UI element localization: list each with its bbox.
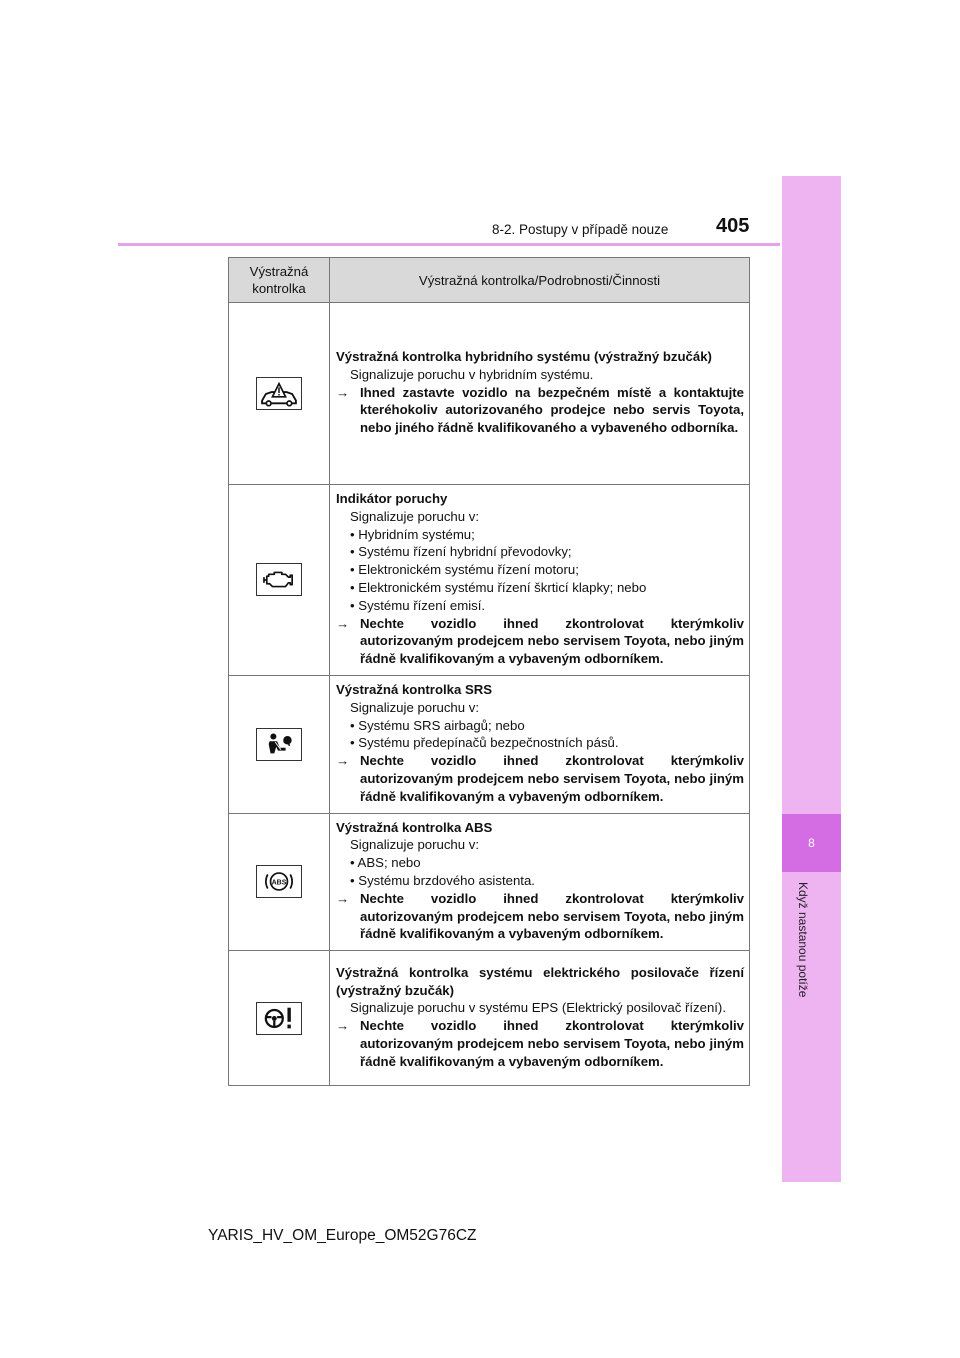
description-cell bbox=[330, 813, 750, 951]
list-item: • Systému SRS airbagů; nebo bbox=[350, 717, 525, 733]
list-item: • Hybridním systému; bbox=[350, 526, 475, 542]
list-item: • Systému řízení hybridní převodovky; bbox=[350, 544, 572, 560]
list-item: • Elektronickém systému řízení motoru; bbox=[350, 562, 579, 578]
document-code: YARIS_HV_OM_Europe_OM52G76CZ bbox=[208, 1227, 477, 1244]
description-cell bbox=[330, 951, 750, 1086]
description-cell bbox=[330, 675, 750, 813]
warning-action: → Nechte vozidlo ihned zkontrolovat kterýmkoliv autorizovaným prodejcem nebo servisem Toyota, nebo jiným řádně kvalifikovaným a vybaveným odborníkem. bbox=[336, 1018, 744, 1069]
column-header-details: Výstražná kontrolka/Podrobnosti/Činnosti bbox=[330, 258, 750, 303]
warning-title: Indikátor poruchy bbox=[336, 491, 448, 506]
icon-cell bbox=[229, 675, 330, 813]
column-header-light: Výstražná kontrolka bbox=[229, 258, 330, 303]
table-row bbox=[229, 485, 750, 676]
header-rule bbox=[118, 243, 780, 246]
list-item: • ABS; nebo bbox=[350, 855, 421, 871]
abs-icon-label: ABS bbox=[271, 879, 287, 887]
warning-intro: Signalizuje poruchu v systému EPS (Elektrický posilovač řízení). bbox=[350, 1000, 726, 1016]
icon-cell bbox=[229, 485, 330, 676]
icon-cell bbox=[229, 951, 330, 1086]
warning-action: → Nechte vozidlo ihned zkontrolovat kterýmkoliv autorizovaným prodejcem nebo servisem Toyota, nebo jiným řádně kvalifikovaným a vybaveným odborníkem. bbox=[336, 615, 744, 667]
table-header-row bbox=[229, 258, 750, 303]
chapter-title: Když nastanou potíže bbox=[796, 882, 810, 998]
abs-warning-icon bbox=[256, 865, 302, 898]
check-engine-icon bbox=[256, 563, 302, 596]
warning-intro: Signalizuje poruchu v: bbox=[350, 699, 480, 715]
warning-title: Výstražná kontrolka systému elektrického posilovače řízení (výstražný bzučák) bbox=[336, 964, 744, 998]
warning-action: → Nechte vozidlo ihned zkontrolovat kterýmkoliv autorizovaným prodejcem nebo servisem Toyota, nebo jiným řádně kvalifikovaným a vybaveným odborníkem. bbox=[336, 890, 744, 942]
chapter-number-tab bbox=[782, 814, 841, 872]
page-number: 405 bbox=[716, 215, 750, 237]
warning-intro: Signalizuje poruchu v hybridním systému. bbox=[350, 366, 594, 382]
list-item: • Elektronickém systému řízení škrticí klapky; nebo bbox=[350, 579, 647, 595]
warning-title: Výstražná kontrolka hybridního systému (výstražný bzučák) bbox=[336, 349, 712, 364]
description-cell bbox=[330, 485, 750, 676]
warning-intro: Signalizuje poruchu v: bbox=[350, 508, 480, 524]
icon-cell bbox=[229, 813, 330, 951]
chapter-side-tab bbox=[782, 176, 841, 1182]
warning-action: → Ihned zastavte vozidlo na bezpečném místě a kontaktujte kteréhokoliv autorizovaného prodejce nebo servis Toyota, nebo jiného řádně kvalifikovaného a vybaveného odborníka. bbox=[336, 384, 744, 436]
chapter-number: 8 bbox=[808, 836, 815, 850]
srs-airbag-icon bbox=[256, 728, 302, 761]
table-row bbox=[229, 675, 750, 813]
warning-title: Výstražná kontrolka SRS bbox=[336, 681, 493, 697]
list-item: • Systému předepínačů bezpečnostních pásů. bbox=[350, 735, 619, 751]
table-row bbox=[229, 303, 750, 485]
warning-intro: Signalizuje poruchu v: bbox=[350, 837, 480, 853]
table-row bbox=[229, 813, 750, 951]
warning-title: Výstražná kontrolka ABS bbox=[336, 819, 493, 835]
eps-warning-icon bbox=[256, 1002, 302, 1035]
table-row bbox=[229, 951, 750, 1086]
warning-lights-table bbox=[228, 257, 750, 1086]
hybrid-system-warning-icon bbox=[256, 377, 302, 410]
description-cell bbox=[330, 303, 750, 485]
section-title: 8-2. Postupy v případě nouze bbox=[492, 222, 669, 237]
list-item: • Systému řízení emisí. bbox=[350, 597, 486, 613]
list-item: • Systému brzdového asistenta. bbox=[350, 872, 535, 888]
warning-action: → Nechte vozidlo ihned zkontrolovat kterýmkoliv autorizovaným prodejcem nebo servisem Toyota, nebo jiným řádně kvalifikovaným a vybaveným odborníkem. bbox=[336, 753, 744, 804]
icon-cell bbox=[229, 303, 330, 485]
